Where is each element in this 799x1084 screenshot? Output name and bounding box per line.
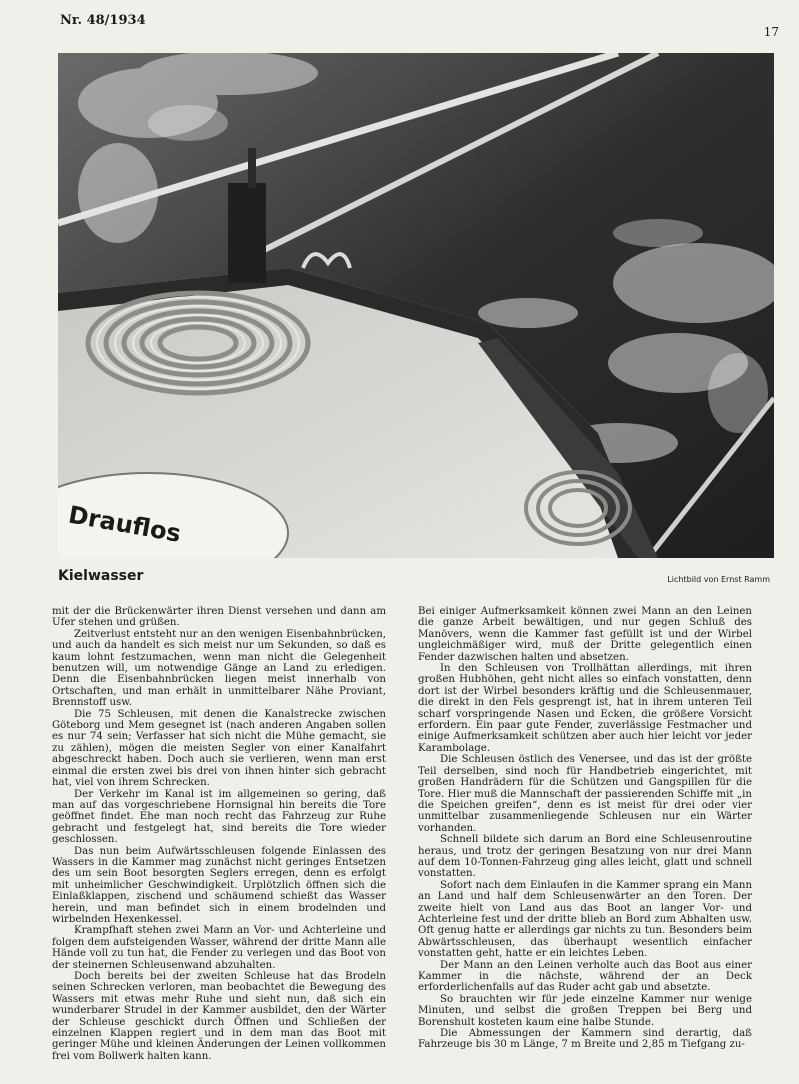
paragraph: Bei einiger Aufmerksamkeit können zwei Mann an den Leinen die ganze Arbeit bewältigen, und nur gegen Schluß des Manövers, wenn die Kammer fast gefüllt ist und der Wirbel ungleichmäßiger wird, muß der Dritte gelegentlich einen Fender dazwischen halten und absetzen.: [418, 606, 752, 663]
paragraph: So brauchten wir für jede einzelne Kammer nur wenige Minuten, und selbst die großen Treppen bei Berg und Borenshult kosteten kaum eine halbe Stunde.: [418, 993, 752, 1028]
paragraph: Sofort nach dem Einlaufen in die Kammer sprang ein Mann an Land und half dem Schleusenwärter an den Toren. Der zweite hielt von Land aus das Boot an langer Vor- und Achterleine fest und der dritte blieb an Bord zum Abhalten usw. Oft genug hatte er allerdings gar nichts zu tun. Besonders beim Abwärtsschleusen, das überhaupt wesentlich einfacher vonstatten geht, hatte er ein leichtes Leben.: [418, 879, 752, 960]
paragraph: Die Schleusen östlich des Venersee, und das ist der größte Teil derselben, sind noch für Handbetrieb eingerichtet, mit großen Handrädern für die Schützen und Gangspillen für die Tore. Hier muß die Mannschaft der passierenden Schiffe mit „in die Speichen greifen“, denn es ist meist für drei oder vier unmittelbar zusammenliegende Schleusen nur ein Wärter vorhanden.: [418, 754, 752, 834]
kielwasser-photo: [58, 53, 774, 558]
paragraph: Die 75 Schleusen, mit denen die Kanalstrecke zwischen Göteborg und Mem gesegnet ist (nach anderen Angaben sollen es nur 74 sein; Verfasser hat sich nicht die Mühe gemacht, sie zu zählen), mögen die meisten Segler von einer Kanalfahrt abgeschreckt haben. Doch auch sie verlieren, wenn man erst einmal die ersten zwei bis drei von ihnen hinter sich gebracht hat, viel von ihrem Schrecken.: [52, 708, 386, 789]
paragraph: Der Verkehr im Kanal ist im allgemeinen so gering, daß man auf das vorgeschriebene Hornsignal hin bereits die Tore geöffnet findet. Ehe man noch recht das Fahrzeug zur Ruhe gebracht und festgelegt hat, sind bereits die Tore wieder geschlossen.: [52, 788, 386, 846]
paragraph: Das nun beim Aufwärtsschleusen folgende Einlassen des Wassers in die Kammer mag zunächst nicht geringes Entsetzen des um sein Boot besorgten Seglers erregen, denn es erfolgt mit unheimlicher Geschwindigkeit. Urplötzlich öffnen sich die Einlaßklappen, zischend und schäumend schießt das Wasser herein, und man befindet sich in einem brodelnden und wirbelnden Hexenkessel.: [52, 845, 386, 925]
paragraph: Der Mann an den Leinen verholte auch das Boot aus einer Kammer in die nächste, während der an Deck erforderlichenfalls auf das Ruder acht gab und absetzte.: [418, 959, 752, 994]
lifebuoy-text: Drauflos: [66, 500, 184, 548]
page-header: [60, 13, 779, 39]
photo-caption: [58, 568, 774, 590]
paragraph: In den Schleusen von Trollhättan allerdings, mit ihren großen Hubhöhen, geht nicht alles so einfach vonstatten, denn dort ist der Wirbel besonders kräftig und die Schleusenmauer, die direkt in den Fels gesprengt ist, hat in ihrem unteren Teil scharf vorspringende Nasen und Ecken, die größere Vorsicht erfordern. Ein paar gute Fender, zuverlässige Festmacher und einige Aufmerksamkeit schützen aber auch hier leicht vor jeder Karambolage.: [418, 663, 752, 754]
issue-number: Nr. 48/1934: [60, 13, 146, 28]
paragraph: Schnell bildete sich darum an Bord eine Schleusenroutine heraus, und trotz der geringen Besatzung von nur drei Mann auf dem 10-Tonnen-Fahrzeug ging alles leicht, glatt und schnell vonstatten.: [418, 834, 752, 880]
paragraph: Doch bereits bei der zweiten Schleuse hat das Brodeln seinen Schrecken verloren, man beobachtet die Bewegung des Wassers mit etwas mehr Ruhe und sieht nun, daß sich ein wunderbarer Strudel in der Kammer ausbildet, den der Wärter der Schleuse geschickt durch Öffnen und Schließen der einzelnen Klappen regiert und in dem man das Boot mit geringer Mühe und kleinen Änderungen der Leinen vollkommen frei vom Bollwerk halten kann.: [52, 971, 386, 1062]
paragraph: Zeitverlust entsteht nur an den wenigen Eisenbahnbrücken, und auch da handelt es sich meist nur um Sekunden, so daß es kaum lohnt festzumachen, wenn man nicht die Gelegenheit benutzen will, um notwendige Gänge an Land zu erledigen. Denn die Eisenbahnbrücken liegen meist innerhalb von Ortschaften, und man erhält in unmittelbarer Nähe Proviant, Brennstoff usw.: [52, 628, 386, 709]
paragraph: Die Abmessungen der Kammern sind derartig, daß Fahrzeuge bis 30 m Länge, 7 m Breite und 2,85 m Tiefgang zu-: [418, 1028, 752, 1051]
paragraph: mit der die Brückenwärter ihren Dienst versehen und dann am Ufer stehen und grüßen.: [52, 606, 386, 629]
caption-title: Kielwasser: [58, 568, 144, 584]
article-column-right: [418, 606, 752, 1074]
page-number: 17: [763, 25, 779, 39]
article-column-left: [52, 606, 386, 1074]
paragraph: Krampfhaft stehen zwei Mann an Vor- und Achterleine und folgen dem aufsteigenden Wasser, während der dritte Mann alle Hände voll zu tun hat, die Fender zu verlegen und das Boot von der steinernen Schleusenwand abzuhalten.: [52, 925, 386, 971]
photo-credit: Lichtbild von Ernst Ramm: [667, 575, 770, 584]
